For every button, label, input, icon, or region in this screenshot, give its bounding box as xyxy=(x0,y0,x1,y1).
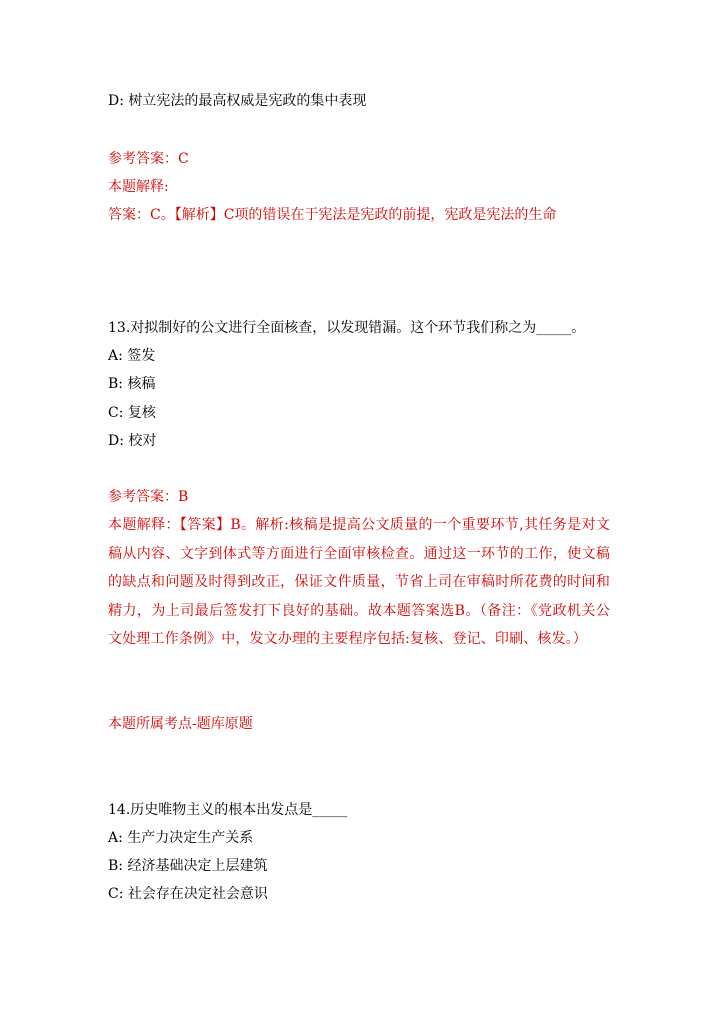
q13-reference-answer: 参考答案：B xyxy=(108,489,189,505)
q13-explanation: 本题解释：【答案】B。解析:核稿是提高公文质量的一个重要环节,其任务是对文稿从内容、文字到体式等方面进行全面审核检查。通过这一环节的工作，使文稿的缺点和问题及时得到改正，保证文件质量，节省上司在审稿时所花费的时间和精力，为上司最后签发打下良好的基础。故本题答案选B。（备注：《党政机关公文处理工作条例》中，发文办理的主要程序包括:复核、登记、印刷、核发。） xyxy=(108,517,610,648)
q14-option-c: C: 社会存在决定社会意识 xyxy=(108,886,268,902)
q12-reference-answer: 参考答案：C xyxy=(108,151,189,167)
q14-option-a: A: 生产力决定生产关系 xyxy=(108,830,254,846)
q13-option-a: A: 签发 xyxy=(108,348,156,364)
q13-option-c: C: 复核 xyxy=(108,405,156,421)
q13-question: 13.对拟制好的公文进行全面核查，以发现错漏。这个环节我们称之为_____。 xyxy=(108,320,586,336)
q12-answer-explanation: 答案：C。【解析】C项的错误在于宪法是宪政的前提，宪政是宪法的生命 xyxy=(108,207,557,223)
q14-option-b: B: 经济基础决定上层建筑 xyxy=(108,858,268,874)
q13-option-b: B: 核稿 xyxy=(108,376,156,392)
q12-explanation-label: 本题解释: xyxy=(108,179,169,195)
q13-source-note: 本题所属考点-题库原题 xyxy=(108,716,253,732)
q13-option-d: D: 校对 xyxy=(108,433,157,449)
q14-question: 14.历史唯物主义的根本出发点是_____ xyxy=(108,802,348,818)
q12-option-d: D: 树立宪法的最高权威是宪政的集中表现 xyxy=(108,93,367,109)
